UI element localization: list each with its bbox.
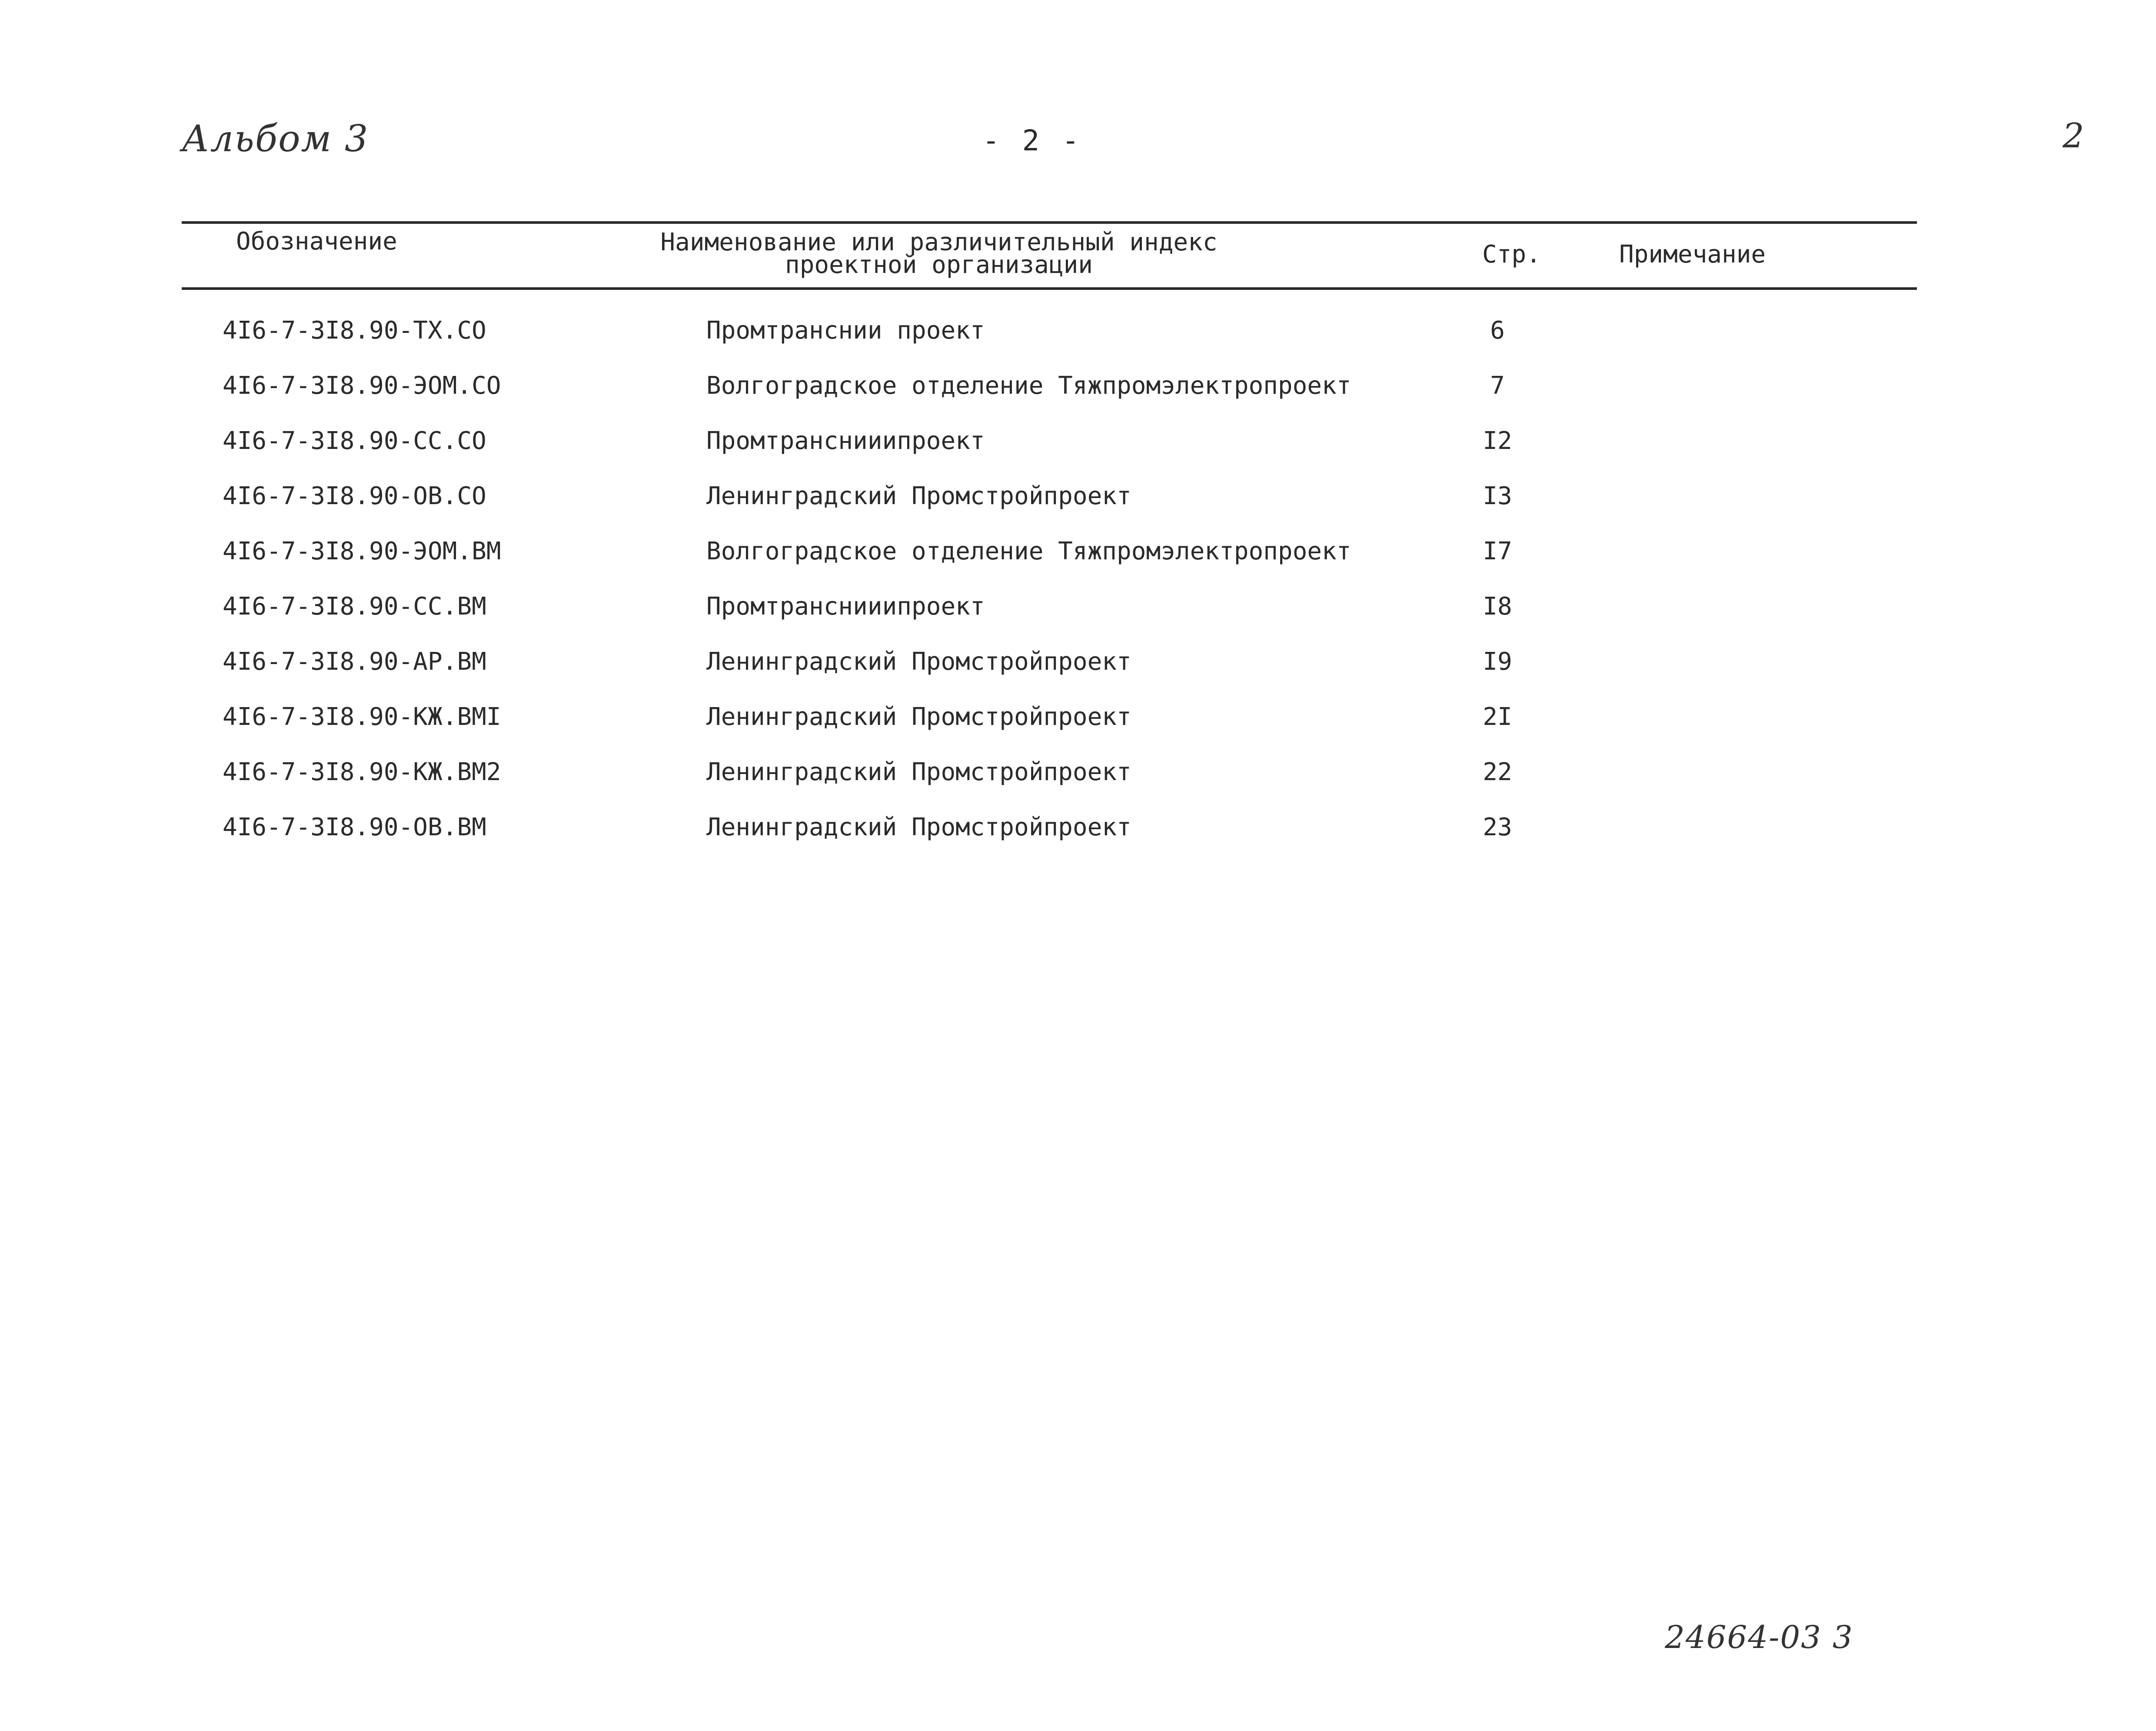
row-page: 6 xyxy=(1490,316,1505,345)
sheet-number: 2 xyxy=(2063,116,2084,156)
column-header-name-text: Наименование или различительный индекс проектной организации xyxy=(660,228,1218,279)
document-code: 24664-03 3 xyxy=(1665,1619,1853,1655)
table-row xyxy=(0,482,2156,517)
row-organization: Ленинградский Промстройпроект xyxy=(706,648,1131,676)
row-organization: Волгоградское отделение Тяжпромэлектропроект xyxy=(706,372,1351,400)
column-header-code: Обозначение xyxy=(236,227,397,256)
column-header-note: Примечание xyxy=(1619,240,1766,269)
row-code: 4I6-7-3I8.90-СС.СО xyxy=(223,427,486,455)
row-code: 4I6-7-3I8.90-СС.ВМ xyxy=(223,592,486,621)
row-organization: Промтранснии проект xyxy=(706,316,985,345)
table-row xyxy=(0,316,2156,351)
row-code: 4I6-7-3I8.90-КЖ.ВМI xyxy=(223,703,501,731)
table-row xyxy=(0,758,2156,793)
row-code: 4I6-7-3I8.90-ОВ.СО xyxy=(223,482,486,510)
row-code: 4I6-7-3I8.90-ЭОМ.СО xyxy=(223,372,501,400)
row-page: I7 xyxy=(1483,537,1512,565)
row-organization: Промтранснииипроект xyxy=(706,427,985,455)
row-code: 4I6-7-3I8.90-КЖ.ВМ2 xyxy=(223,758,501,786)
row-organization: Ленинградский Промстройпроект xyxy=(706,813,1131,841)
row-organization: Ленинградский Промстройпроект xyxy=(706,703,1131,731)
row-page: 7 xyxy=(1490,372,1505,400)
row-page: I9 xyxy=(1483,648,1512,676)
row-page: I3 xyxy=(1483,482,1512,510)
table-row xyxy=(0,372,2156,406)
row-code: 4I6-7-3I8.90-ЭОМ.ВМ xyxy=(223,537,501,565)
table-row xyxy=(0,537,2156,572)
row-code: 4I6-7-3I8.90-ТХ.СО xyxy=(223,316,486,345)
row-organization: Волгоградское отделение Тяжпромэлектропроект xyxy=(706,537,1351,565)
row-page: 2I xyxy=(1483,703,1512,731)
row-code: 4I6-7-3I8.90-ОВ.ВМ xyxy=(223,813,486,841)
row-page: 22 xyxy=(1483,758,1512,786)
album-label: Альбом 3 xyxy=(182,117,369,160)
table-row xyxy=(0,592,2156,627)
table-row xyxy=(0,703,2156,738)
column-header-page: Стр. xyxy=(1482,240,1541,269)
table-row xyxy=(0,427,2156,462)
row-code: 4I6-7-3I8.90-АР.ВМ xyxy=(223,648,486,676)
row-page: I2 xyxy=(1483,427,1512,455)
row-organization: Ленинградский Промстройпроект xyxy=(706,482,1131,510)
table-row xyxy=(0,813,2156,848)
row-page: I8 xyxy=(1483,592,1512,621)
row-organization: Промтранснииипроект xyxy=(706,592,985,621)
row-page: 23 xyxy=(1483,813,1512,841)
page-number: - 2 - xyxy=(982,124,1082,157)
table-row xyxy=(0,648,2156,682)
row-organization: Ленинградский Промстройпроект xyxy=(706,758,1131,786)
